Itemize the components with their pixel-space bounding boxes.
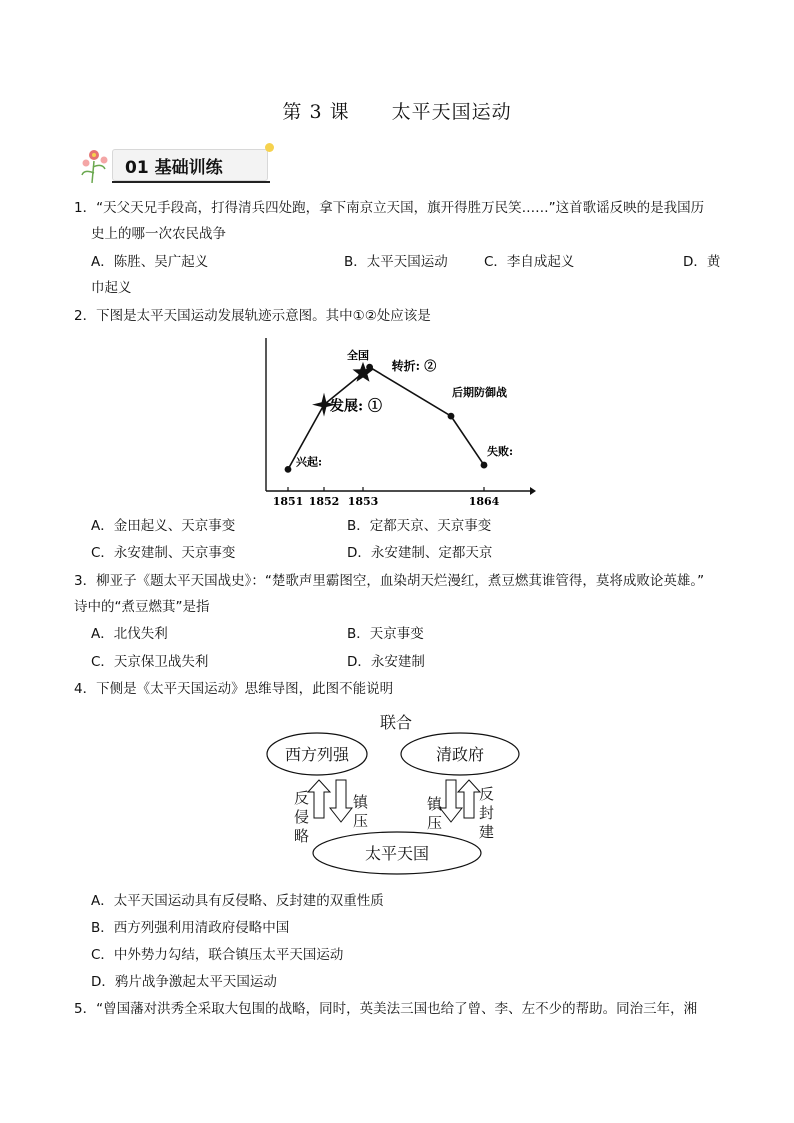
q3-option-d: D．永安建制	[347, 654, 425, 670]
point-label: 转折: ②	[391, 359, 437, 374]
q1-option-d: D．黄	[683, 254, 721, 270]
point-label: 失败:	[487, 445, 514, 459]
label-anti-feudal: 反封建	[477, 786, 495, 843]
data-point	[285, 466, 292, 473]
x-axis-arrow	[530, 487, 536, 495]
flower-icon	[78, 143, 112, 183]
section-label: 01 基础训练	[125, 158, 223, 178]
section-dot	[265, 143, 274, 152]
q3-option-a: A．北伐失利	[91, 626, 168, 642]
q4-option-b: B．西方列强利用清政府侵略中国	[91, 920, 290, 936]
q3-stem-line1: 3．柳亚子《题太平天国战史》：“楚歌声里霸图空，血染胡天烂漫红，煮豆燃萁谁管得，莫将成败论英雄。”	[74, 573, 705, 589]
data-point	[448, 413, 455, 420]
x-tick-label: 1851	[272, 495, 304, 508]
q4-option-d: D．鸦片战争激起太平天国运动	[91, 974, 277, 990]
label-suppress-left: 镇压	[351, 794, 369, 832]
lesson-number: 第 3 课	[282, 101, 350, 123]
data-point	[366, 364, 373, 371]
q2-option-b: B．定都天京、天京事变	[347, 518, 492, 534]
page-title	[0, 97, 794, 124]
q3-option-c: C．天京保卫战失利	[91, 654, 209, 670]
node-western-powers-label: 西方列强	[284, 745, 350, 764]
section-header	[78, 143, 274, 183]
point-label: 全国	[347, 348, 369, 362]
node-qing-government-label: 清政府	[435, 745, 485, 764]
arrow-down-right	[440, 780, 462, 822]
point-label: 发展: ①	[330, 398, 383, 415]
taiping-trajectory-chart	[252, 335, 542, 510]
x-tick-label: 1852	[308, 495, 340, 508]
q4-option-a: A．太平天国运动具有反侵略、反封建的双重性质	[91, 893, 384, 909]
point-label: 后期防御战	[452, 386, 507, 400]
label-alliance: 联合	[379, 713, 413, 732]
q5-stem-line1: 5．“曾国藩对洪秀全采取大包围的战略，同时，英美法三国也给了曾、李、左不少的帮助。同治三年，湘	[74, 1001, 698, 1017]
mind-map-diagram	[264, 706, 534, 876]
node-taiping-label: 太平天国	[364, 844, 430, 863]
label-suppress-right: 镇压	[425, 796, 443, 834]
q2-option-c: C．永安建制、天京事变	[91, 545, 236, 561]
q2-stem: 2．下图是太平天国运动发展轨迹示意图。其中①②处应该是	[74, 308, 431, 324]
q1-option-a: A．陈胜、吴广起义	[91, 254, 209, 270]
data-point	[481, 462, 488, 469]
q2-option-d: D．永安建制、定都天京	[347, 545, 493, 561]
q1-option-c: C．李自成起义	[484, 254, 575, 270]
lesson-name: 太平天国运动	[391, 101, 512, 123]
q1-option-d-cont: 巾起义	[91, 280, 132, 296]
q2-option-a: A．金田起义、天京事变	[91, 518, 236, 534]
label-anti-aggression: 反侵略	[292, 790, 310, 847]
q3-stem-line2: 诗中的“煮豆燃萁”是指	[74, 599, 210, 615]
point-label: 兴起:	[296, 455, 323, 469]
section-underline	[112, 181, 270, 183]
x-tick-label: 1853	[347, 495, 379, 508]
arrow-up-left	[308, 780, 330, 818]
q1-option-b: B．太平天国运动	[344, 254, 448, 270]
section-label-box	[112, 149, 268, 181]
trend-line	[288, 367, 484, 469]
q1-stem-line1: 1．“天父天兄手段高，打得清兵四处跑，拿下南京立天国，旗开得胜万民笑……”这首歌谣反映的是我国历	[74, 200, 705, 216]
q4-option-c: C．中外势力勾结，联合镇压太平天国运动	[91, 947, 344, 963]
q3-option-b: B．天京事变	[347, 626, 424, 642]
x-tick-label: 1864	[468, 495, 500, 508]
q4-stem: 4．下侧是《太平天国运动》思维导图，此图不能说明	[74, 681, 394, 697]
arrow-down-left	[330, 780, 352, 822]
q1-stem-line2: 史上的哪一次农民战争	[91, 226, 226, 242]
